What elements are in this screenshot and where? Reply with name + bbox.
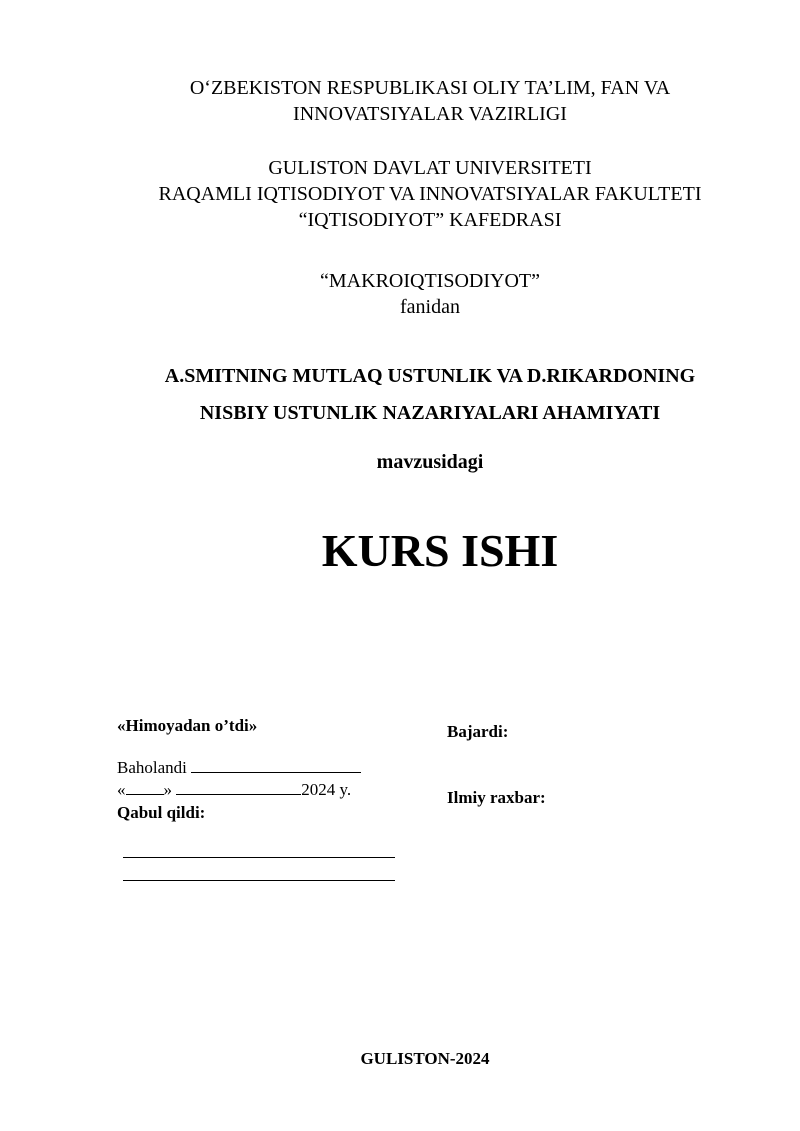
signature-line-1 [123,857,395,858]
grade-blank-line [191,758,361,773]
document-type-title: KURS ISHI [321,525,559,576]
ministry-line-1: O‘ZBEKISTON RESPUBLIKASI OLIY TA’LIM, FAN VA [189,77,671,99]
defended-label: «Himoyadan o’tdi» [117,716,258,735]
topic-suffix: mavzusidagi [376,451,484,473]
subject-suffix: fanidan [400,296,460,318]
accepted-label: Qabul qildi: [117,803,206,822]
graded-row [117,758,361,778]
day-blank-line [126,780,164,795]
date-year: 2024 y. [301,780,352,799]
supervisor-label: Ilmiy raxbar: [447,788,546,807]
graded-label: Baholandi [117,758,187,777]
month-blank-line [176,780,301,795]
date-close-quote: » [163,780,172,799]
performed-by-label: Bajardi: [447,722,509,741]
footer-city-year: GULISTON-2024 [360,1049,490,1068]
university-name: GULISTON DAVLAT UNIVERSITETI [268,157,592,179]
topic-line-2: NISBIY USTUNLIK NAZARIYALARI AHAMIYATI [199,402,661,424]
date-row [117,780,351,800]
department-name: “IQTISODIYOT” KAFEDRASI [298,209,562,231]
signature-line-2 [123,880,395,881]
ministry-line-2: INNOVATSIYALAR VAZIRLIGI [293,103,567,125]
topic-line-1: A.SMITNING MUTLAQ USTUNLIK VA D.RIKARDONING [164,365,696,387]
subject-name: “MAKROIQTISODIYOT” [320,270,540,292]
date-open-quote: « [117,780,126,799]
faculty-name: RAQAMLI IQTISODIYOT VA INNOVATSIYALAR FAKULTETI [158,183,702,205]
